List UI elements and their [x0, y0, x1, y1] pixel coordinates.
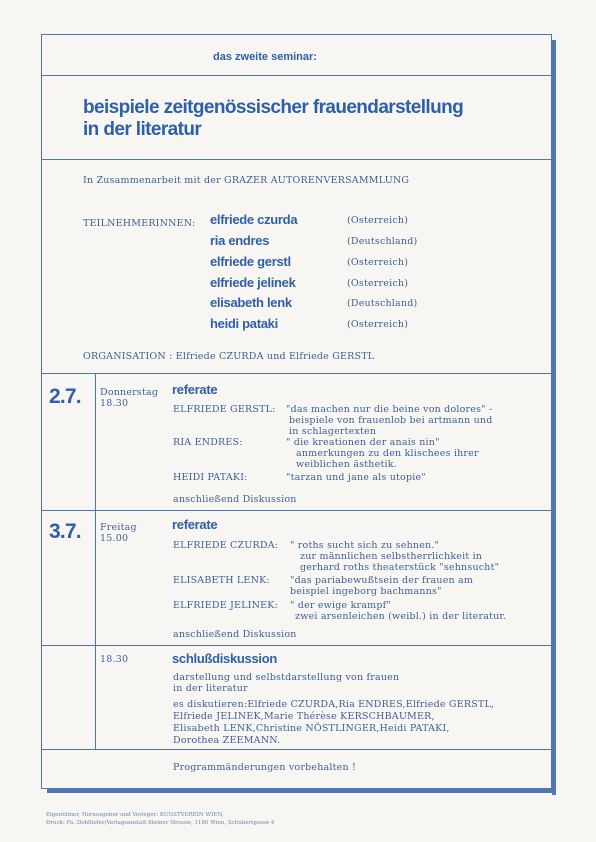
page-header: das zweite seminar: [213, 51, 317, 63]
talk-title-line: " die kreationen der anais nin" [286, 437, 440, 448]
talk-title-line: weiblichen ästhetik. [296, 459, 397, 470]
participant-name: elfriede czurda [210, 212, 298, 227]
final-text-line: Elisabeth LENK,Christine NÖSTLINGER,Heidi PATAKI, [173, 723, 450, 734]
talk-title-line: zwei arsenleichen (weibl.) in der literatur. [295, 611, 507, 622]
rule-final [41, 645, 552, 646]
participant-name: elisabeth lenk [210, 295, 292, 310]
talk-title-line: gerhard roths theaterstück "sehnsucht" [300, 562, 500, 573]
day2-time: 15.00 [100, 533, 129, 544]
participant-country: (Osterreich) [347, 215, 409, 226]
talk-speaker: HEIDI PATAKI: [173, 472, 248, 483]
cooperation-note: In Zusammenarbeit mit der GRAZER AUTORENVERSAMMLUNG [83, 175, 410, 186]
rule-day1 [41, 373, 552, 374]
talk-title-line: " der ewige krampf" [290, 600, 391, 611]
talk-title-line: "das machen nur die beine von dolores" - [286, 404, 493, 415]
participant-country: (Deutschland) [347, 298, 418, 309]
talk-speaker: ELFRIEDE CZURDA: [173, 540, 279, 551]
talk-title-line: beispiele von frauenlob bei artmann und [289, 415, 493, 426]
day1-date: 2.7. [49, 385, 81, 408]
talk-title-line: anmerkungen zu den klischees ihrer [296, 448, 479, 459]
page-title-line-2: in der literatur [83, 119, 202, 140]
day2-closing: anschließend Diskussion [173, 629, 297, 640]
participants-label: TEILNEHMERINNEN: [83, 218, 196, 229]
day1-closing: anschließend Diskussion [173, 494, 297, 505]
day2-section-title: referate [172, 517, 218, 532]
day1-weekday: Donnerstag [100, 387, 159, 398]
rule-header [41, 75, 552, 76]
final-text-line: Elfriede JELINEK,Marie Thérèse KERSCHBAUMER, [173, 711, 435, 722]
final-text-line: es diskutieren:Elfriede CZURDA,Ria ENDRES,Elfriede GERSTL, [173, 699, 495, 710]
talk-speaker: RIA ENDRES: [173, 437, 243, 448]
final-text-line: darstellung und selbstdarstellung von frauen [173, 672, 400, 683]
talk-speaker: ELISABETH LENK: [173, 575, 270, 586]
rule-title [41, 159, 552, 160]
talk-title-line: zur männlichen selbstherrlichkeit in [300, 551, 483, 562]
participant-country: (Osterreich) [347, 278, 409, 289]
participant-name: ria endres [210, 233, 270, 248]
program-change-notice: Programmänderungen vorbehalten ! [173, 762, 357, 773]
participant-name: heidi pataki [210, 316, 278, 331]
footer-line: Eigentümer, Herausgeber und Verleger: KUNSTVEREIN WIEN, [46, 812, 224, 818]
final-section-title: schlußdiskussion [172, 651, 278, 666]
final-text-line: Dorothea ZEEMANN. [173, 735, 281, 746]
frame-shadow-right [552, 40, 556, 795]
talk-title-line: in schlagertexten [289, 426, 377, 437]
talk-speaker: ELFRIEDE JELINEK: [173, 600, 278, 611]
frame-shadow-bottom [47, 789, 556, 793]
participant-country: (Osterreich) [347, 257, 409, 268]
rule-day2 [41, 510, 552, 511]
day1-section-title: referate [172, 382, 218, 397]
talk-title-line: "tarzan und jane als utopie" [286, 472, 426, 483]
day2-weekday: Freitag [100, 522, 137, 533]
participant-name: elfriede jelinek [210, 275, 296, 290]
day1-time: 18.30 [100, 398, 129, 409]
organisation-note: ORGANISATION : Elfriede CZURDA und Elfriede GERSTL [83, 351, 375, 362]
participant-country: (Osterreich) [347, 319, 409, 330]
participant-country: (Deutschland) [347, 236, 418, 247]
footer-line: Druck: Fa. Doblhofer/Verlagsanstalt Steiner Strasse, 1180 Wien, Schubertgasse 4 [46, 820, 275, 826]
talk-speaker: ELFRIEDE GERSTL: [173, 404, 276, 415]
final-text-line: in der literatur [173, 683, 248, 694]
talk-title-line: " roths sucht sich zu sehnen." [290, 540, 440, 551]
date-column-divider [95, 373, 96, 749]
talk-title-line: "das pariabewußtsein der frauen am [290, 575, 474, 586]
final-time: 18.30 [100, 654, 129, 665]
talk-title-line: beispiel ingeborg bachmanns" [290, 586, 442, 597]
day2-date: 3.7. [49, 520, 81, 543]
rule-notice [41, 749, 552, 750]
page-title-line-1: beispiele zeitgenössischer frauendarstellung [83, 97, 464, 118]
participant-name: elfriede gerstl [210, 254, 291, 269]
